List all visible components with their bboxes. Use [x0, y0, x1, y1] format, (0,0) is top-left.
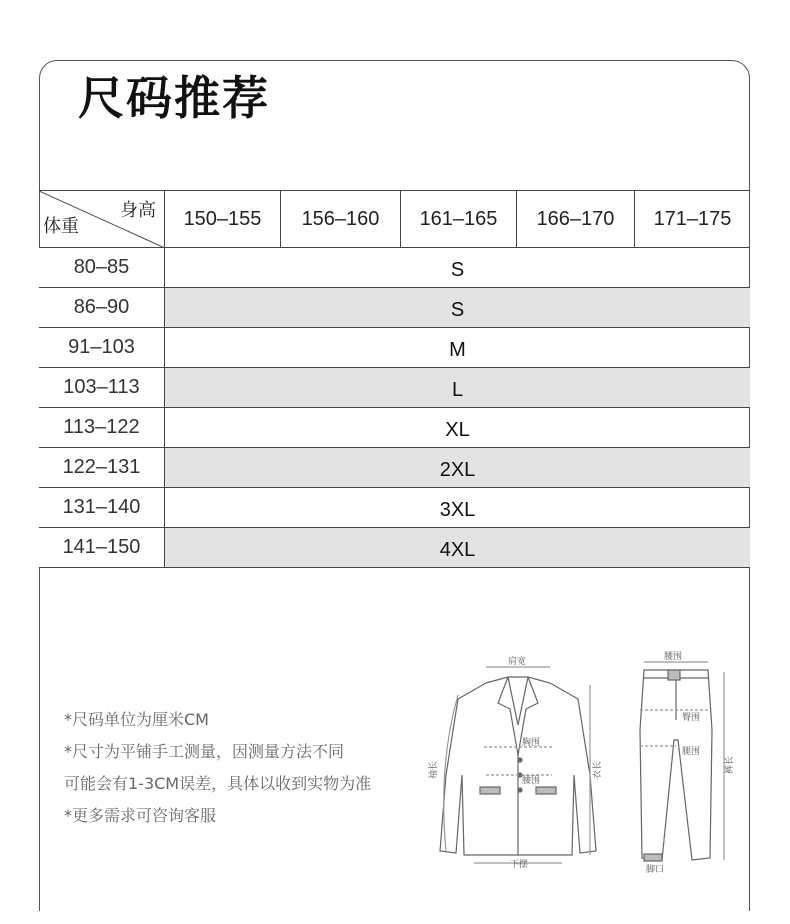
hem-label: 下摆: [510, 860, 529, 870]
table-header-row: [39, 190, 750, 248]
waist-label: 腰围: [522, 776, 541, 786]
height-range-header: 150–155: [165, 191, 281, 247]
chest-label: 胸围: [522, 738, 541, 748]
table-row: [39, 288, 750, 328]
weight-range-cell: 141–150: [39, 528, 165, 567]
note-line: *更多需求可咨询客服: [64, 806, 217, 825]
corner-cell: [39, 191, 165, 247]
note-line: *尺码单位为厘米CM: [64, 710, 209, 729]
weight-range-cell: 122–131: [39, 448, 165, 487]
table-row: [39, 448, 750, 488]
note-line: 可能会有1-3CM误差，具体以收到实物为准: [64, 774, 372, 793]
height-range-header: 156–160: [281, 191, 401, 247]
size-cell: 4XL: [165, 528, 750, 567]
size-notes: [64, 704, 371, 832]
table-row: [39, 248, 750, 288]
pants-waist-label: 腰围: [664, 652, 683, 662]
height-range-header: 171–175: [653, 207, 732, 230]
table-row: [39, 528, 750, 568]
table-row: [39, 408, 750, 448]
size-cell: 2XL: [165, 448, 750, 487]
shoulder-label: 肩宽: [508, 657, 527, 667]
weight-range-cell: 131–140: [39, 488, 165, 527]
size-cell: S: [450, 259, 465, 281]
table-row: [39, 328, 750, 368]
weight-range-cell: 91–103: [39, 328, 165, 367]
size-cell: M: [449, 339, 466, 361]
size-cell: XL: [445, 419, 470, 441]
hip-label: 臀围: [682, 713, 701, 723]
jacket-diagram: [428, 655, 608, 875]
size-cell: S: [165, 288, 750, 327]
size-cell: 3XL: [439, 499, 476, 521]
thigh-label: 腿围: [682, 747, 701, 757]
weight-range-cell: 113–122: [39, 408, 165, 447]
pants-diagram: [630, 650, 750, 880]
page-title: 尺码推荐: [78, 71, 270, 125]
weight-range-cell: 80–85: [39, 248, 165, 287]
length-label: 衣长: [593, 760, 603, 779]
size-table: [39, 190, 750, 568]
weight-range-cell: 86–90: [39, 288, 165, 327]
pants-length-label: 裤长: [725, 755, 735, 774]
weight-range-cell: 103–113: [39, 368, 165, 407]
weight-axis-label: 体重: [43, 216, 79, 237]
size-cell: L: [165, 368, 750, 407]
height-range-header: 166–170: [517, 191, 635, 247]
sleeve-label: 袖长: [429, 760, 439, 779]
leg-opening-label: 脚口: [646, 865, 665, 875]
height-axis-label: 身高: [120, 200, 156, 221]
height-range-header: 161–165: [401, 191, 517, 247]
table-row: [39, 368, 750, 408]
table-row: [39, 488, 750, 528]
note-line: *尺寸为平铺手工测量，因测量方法不同: [64, 742, 345, 761]
